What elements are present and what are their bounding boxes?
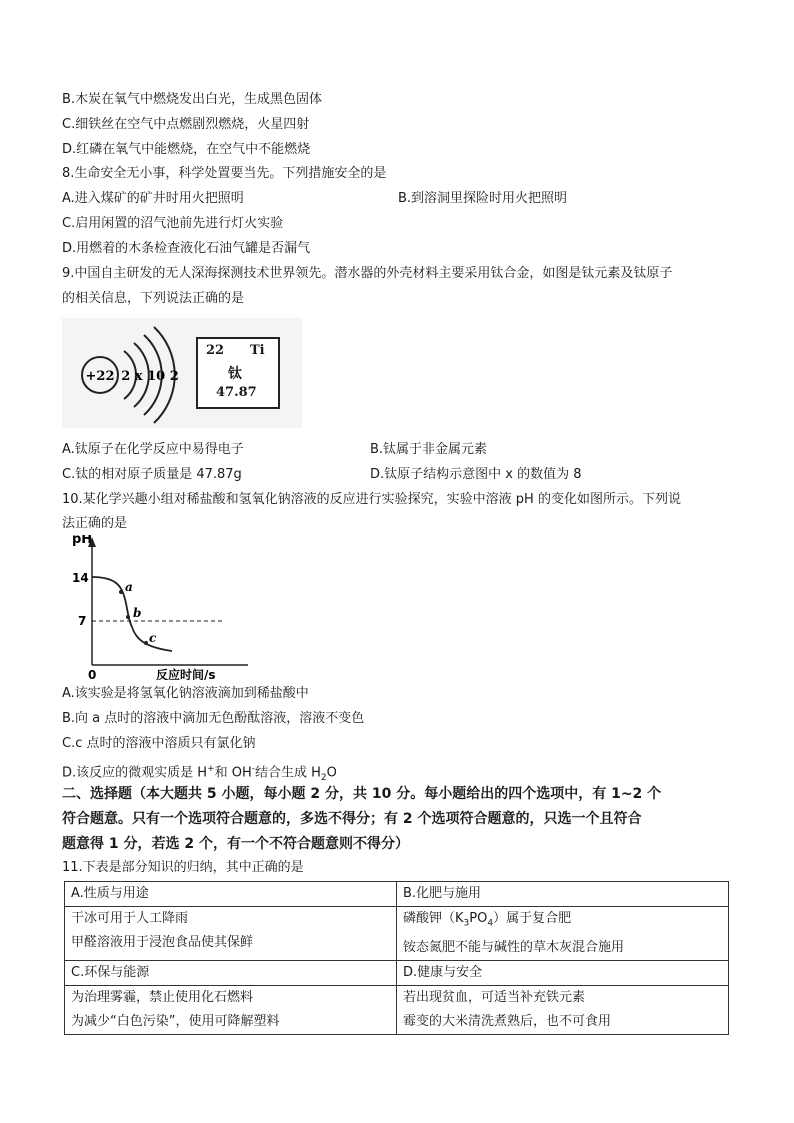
- q8-option-d: D.用燃着的木条检查液化石油气罐是否漏气: [62, 241, 311, 256]
- q11-stem: 11.下表是部分知识的归纳，其中正确的是: [62, 860, 304, 875]
- table-cell-d-content: 若出现贫血，可适当补充铁元素 霉变的大米清洗煮熟后，也不可食用: [397, 985, 729, 1034]
- ph-chart-svg: [62, 535, 252, 680]
- knowledge-table: [64, 881, 729, 1035]
- element-symbol: Ti: [250, 343, 265, 358]
- atomic-number: 22: [206, 343, 225, 358]
- y-axis-label: pH: [72, 535, 93, 547]
- ytick-7: 7: [78, 614, 87, 628]
- table-cell-c-header: C.环保与能源: [65, 960, 397, 985]
- q8-option-a: A.进入煤矿的矿井时用火把照明: [62, 191, 244, 206]
- point-b-label: b: [133, 606, 142, 620]
- atomic-mass: 47.87: [216, 385, 257, 400]
- q9-option-b: B.钛属于非金属元素: [370, 442, 488, 457]
- point-a: [119, 590, 123, 594]
- q8-stem: 8.生命安全无小事，科学处置要当先。下列措施安全的是: [62, 166, 387, 181]
- q9-stem-line2: 的相关信息，下列说法正确的是: [62, 291, 245, 306]
- table-cell-b-content: 磷酸钾$(K_3PO_4)$属于复合肥 铵态氮肥不能与碱性的草木灰混合施用: [397, 907, 729, 961]
- section2-heading-line3: 题意得 1 分，若选 2 个，有一个不符合题意则不得分）: [62, 836, 409, 852]
- q10-stem-line2: 法正确的是: [62, 516, 128, 531]
- q7-option-c: C.细铁丝在空气中点燃剧烈燃烧，火星四射: [62, 117, 310, 132]
- q10-option-d: D.该反应的微观实质是 H+和 OH-结合生成 $H_2O$: [62, 764, 337, 783]
- section2-heading-line1: 二、选择题（本大题共 5 小题，每小题 2 分，共 10 分。每小题给出的四个选项中，有 1~2 个: [62, 786, 662, 802]
- q10-stem-line1: 10.某化学兴趣小组对稀盐酸和氢氧化钠溶液的反应进行实验探究，实验中溶液 pH 的变化如图所示。下列说: [62, 492, 681, 507]
- x-axis-label: 反应时间/s: [156, 668, 216, 680]
- q9-option-a: A.钛原子在化学反应中易得电子: [62, 442, 244, 457]
- point-a-label: a: [125, 580, 133, 594]
- table-cell-b-header: B.化肥与施用: [397, 882, 729, 907]
- element-card: [196, 337, 280, 409]
- electron-counts: 2 x 10 2: [121, 369, 179, 384]
- ytick-14: 14: [72, 571, 89, 585]
- nucleus-charge: +22: [85, 369, 115, 384]
- point-c-label: c: [149, 631, 157, 645]
- point-c: [144, 641, 148, 645]
- q10-option-b: B.向 a 点时的溶液中滴加无色酚酞溶液，溶液不变色: [62, 711, 365, 726]
- section2-heading-line2: 符合题意。只有一个选项符合题意的，多选不得分；有 2 个选项符合题意的，只选一个且符合: [62, 811, 642, 827]
- q10-option-a: A.该实验是将氢氧化钠溶液滴加到稀盐酸中: [62, 686, 309, 701]
- q10-option-c: C.c 点时的溶液中溶质只有氯化钠: [62, 736, 256, 751]
- q8-option-c: C.启用闲置的沼气池前先进行灯火实验: [62, 216, 284, 231]
- origin-label: 0: [88, 668, 97, 680]
- q9-option-c: C.钛的相对原子质量是 47.87g: [62, 467, 242, 482]
- q8-option-b: B.到溶洞里探险时用火把照明: [398, 191, 568, 206]
- ph-chart: [62, 535, 252, 684]
- table-row: [65, 882, 729, 907]
- table-row: [65, 960, 729, 985]
- q7-option-b: B.木炭在氧气中燃烧发出白光，生成黑色固体: [62, 92, 323, 107]
- table-row: [65, 985, 729, 1034]
- q7-option-d: D.红磷在氧气中能燃烧，在空气中不能燃烧: [62, 142, 311, 157]
- point-b: [126, 615, 130, 619]
- element-name: 钛: [228, 366, 242, 382]
- table-cell-d-header: D.健康与安全: [397, 960, 729, 985]
- table-cell-a-header: A.性质与用途: [65, 882, 397, 907]
- table-row: [65, 907, 729, 961]
- q9-stem-line1: 9.中国自主研发的无人深海探测技术世界领先。潜水器的外壳材料主要采用钛合金，如图是钛元素及钛原子: [62, 266, 673, 281]
- table-cell-c-content: 为治理雾霾，禁止使用化石燃料 为减少“白色污染”，使用可降解塑料: [65, 985, 397, 1034]
- table-cell-a-content: 干冰可用于人工降雨 甲醛溶液用于浸泡食品使其保鲜: [65, 907, 397, 961]
- q9-option-d: D.钛原子结构示意图中 x 的数值为 8: [370, 467, 582, 482]
